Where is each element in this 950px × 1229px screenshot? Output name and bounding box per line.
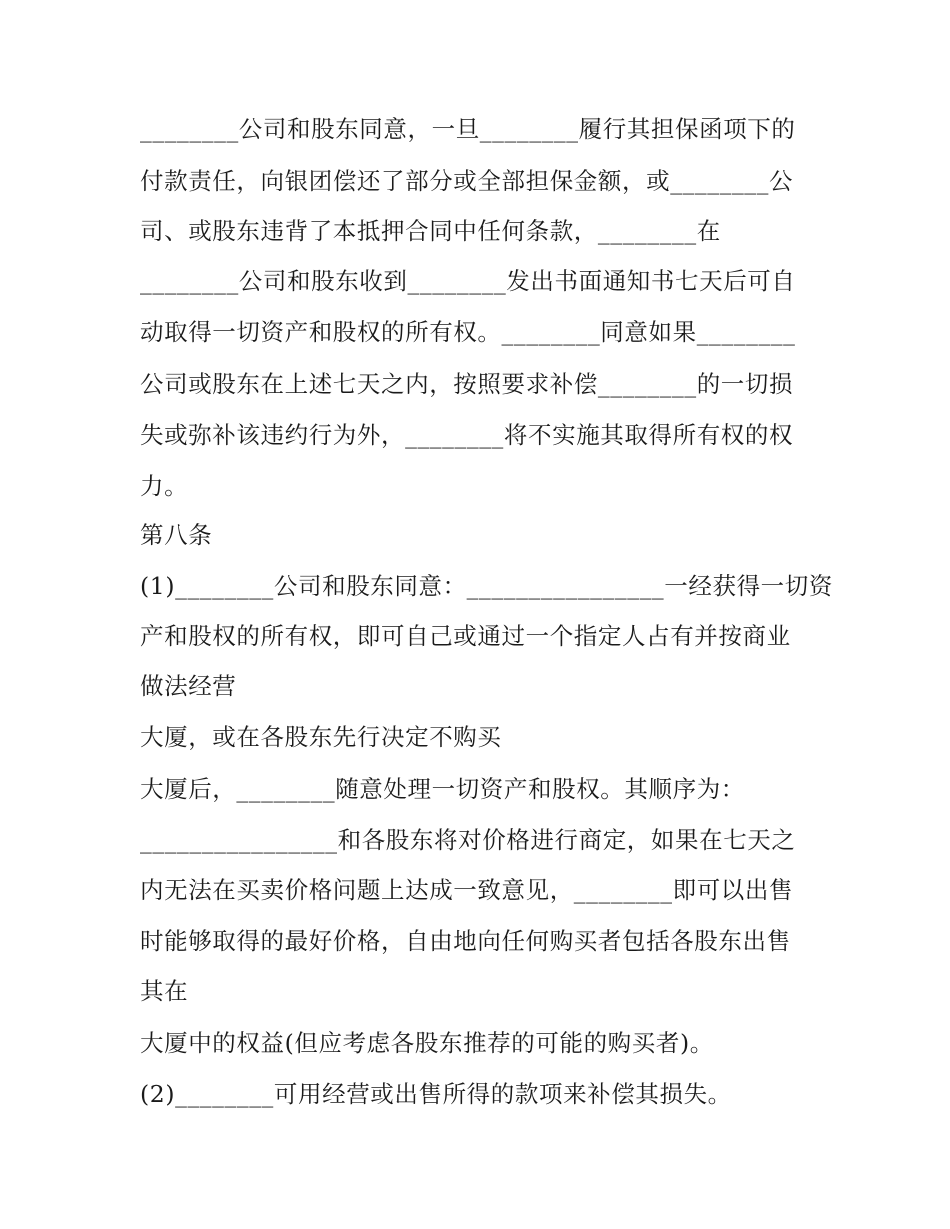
section-heading: 第八条: [140, 521, 213, 549]
text-line: 产和股权的所有权，即可自己或通过一个指定人占有并按商业: [140, 622, 791, 650]
text-line: 大厦中的权益(但应考虑各股东推荐的可能的购买者)。: [140, 1029, 714, 1057]
text-line: 时能够取得的最好价格，自由地向任何购买者包括各股东出售: [140, 927, 791, 955]
text-line: ________公司和股东收到________发出书面通知书七天后可自: [140, 267, 796, 295]
text-line: (2)________可用经营或出售所得的款项来补偿其损失。: [140, 1080, 732, 1108]
text-line: 大厦后，________随意处理一切资产和股权。其顺序为：: [140, 775, 745, 803]
text-line: 其在: [140, 977, 189, 1005]
text-line: (1)________公司和股东同意：________________一经获得一切资: [140, 572, 833, 600]
text-line: 司、或股东违背了本抵押合同中任何条款，________在: [140, 217, 721, 245]
text-line: ________公司和股东同意，一旦________履行其担保函项下的: [140, 115, 796, 143]
text-line: 内无法在买卖价格问题上达成一致意见，________即可以出售: [140, 876, 794, 904]
text-line: 动取得一切资产和股权的所有权。________同意如果________: [140, 318, 796, 346]
text-line: ________________和各股东将对价格进行商定，如果在七天之: [140, 826, 796, 854]
text-line: 付款责任，向银团偿还了部分或全部担保金额，或________公: [140, 167, 794, 195]
text-line: 做法经营: [140, 672, 237, 700]
text-line: 大厦，或在各股东先行决定不购买: [140, 723, 502, 751]
text-line: 失或弥补该违约行为外，________将不实施其取得所有权的权: [140, 421, 794, 449]
text-line: 公司或股东在上述七天之内，按照要求补偿________的一切损: [140, 370, 794, 398]
text-line: 力。: [140, 472, 189, 500]
